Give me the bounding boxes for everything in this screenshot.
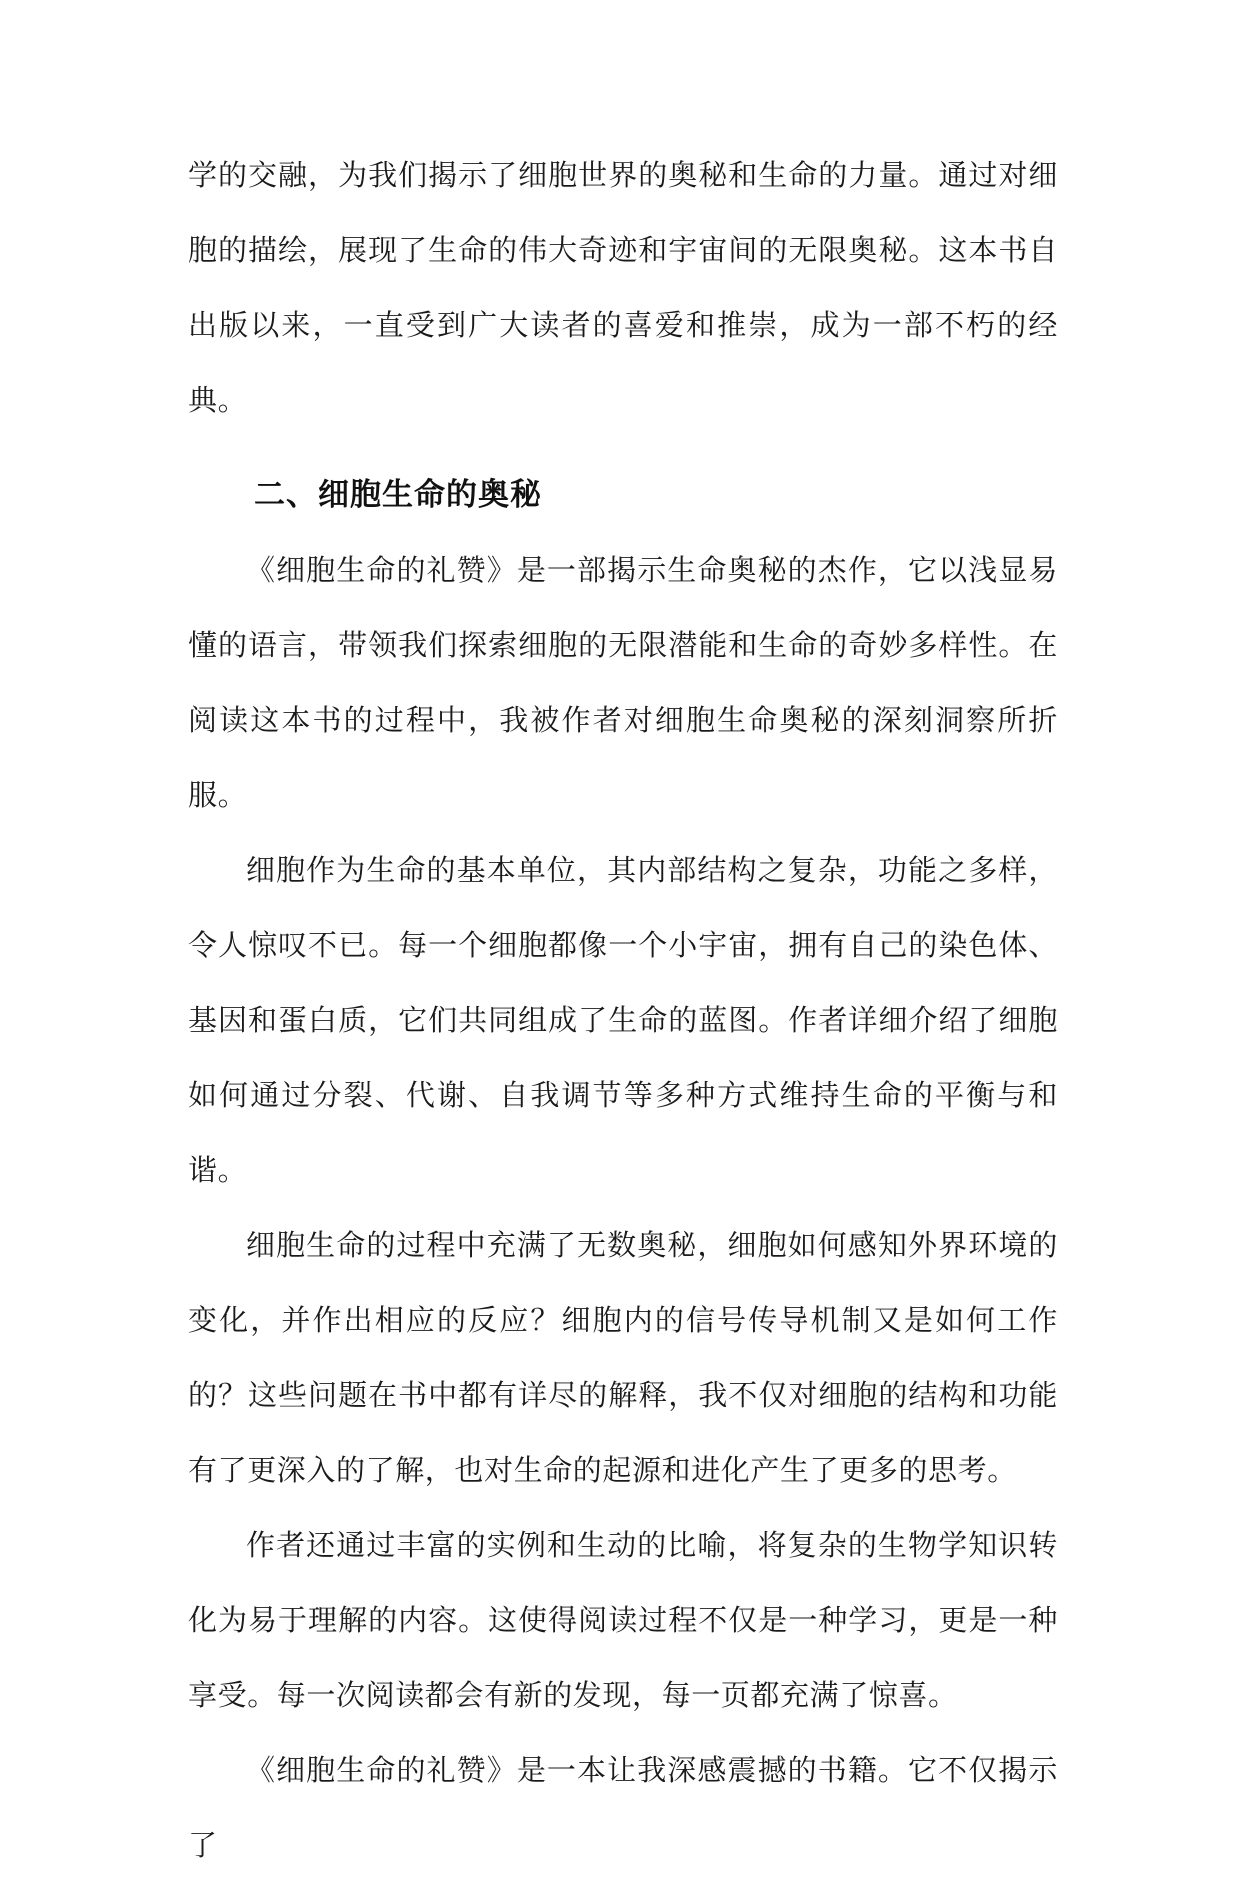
document-body [188, 138, 1058, 1883]
continued-paragraph: 学的交融，为我们揭示了细胞世界的奥秘和生命的力量。通过对细胞的描绘，展现了生命的伟大奇迹和宇宙间的无限奥秘。这本书自出版以来，一直受到广大读者的喜爱和推崇，成为一部不朽的经典。 [188, 158, 1058, 417]
body-paragraph-4: 作者还通过丰富的实例和生动的比喻，将复杂的生物学知识转化为易于理解的内容。这使得阅读过程不仅是一种学习，更是一种享受。每一次阅读都会有新的发现，每一页都充满了惊喜。 [188, 1528, 1058, 1712]
section-heading: 二、细胞生命的奥秘 [254, 477, 542, 513]
body-paragraph-5: 《细胞生命的礼赞》是一本让我深感震撼的书籍。它不仅揭示了 [188, 1753, 1058, 1862]
body-paragraph-2: 细胞作为生命的基本单位，其内部结构之复杂，功能之多样，令人惊叹不已。每一个细胞都像一个小宇宙，拥有自己的染色体、基因和蛋白质，它们共同组成了生命的蓝图。作者详细介绍了细胞如何通过分裂、代谢、自我调节等多种方式维持生命的平衡与和谐。 [188, 853, 1058, 1187]
body-paragraph-3: 细胞生命的过程中充满了无数奥秘，细胞如何感知外界环境的变化，并作出相应的反应？细胞内的信号传导机制又是如何工作的？这些问题在书中都有详尽的解释，我不仅对细胞的结构和功能有了更深入的了解，也对生命的起源和进化产生了更多的思考。 [188, 1228, 1058, 1487]
body-paragraph-1: 《细胞生命的礼赞》是一部揭示生命奥秘的杰作，它以浅显易懂的语言，带领我们探索细胞的无限潜能和生命的奇妙多样性。在阅读这本书的过程中，我被作者对细胞生命奥秘的深刻洞察所折服。 [188, 553, 1058, 812]
